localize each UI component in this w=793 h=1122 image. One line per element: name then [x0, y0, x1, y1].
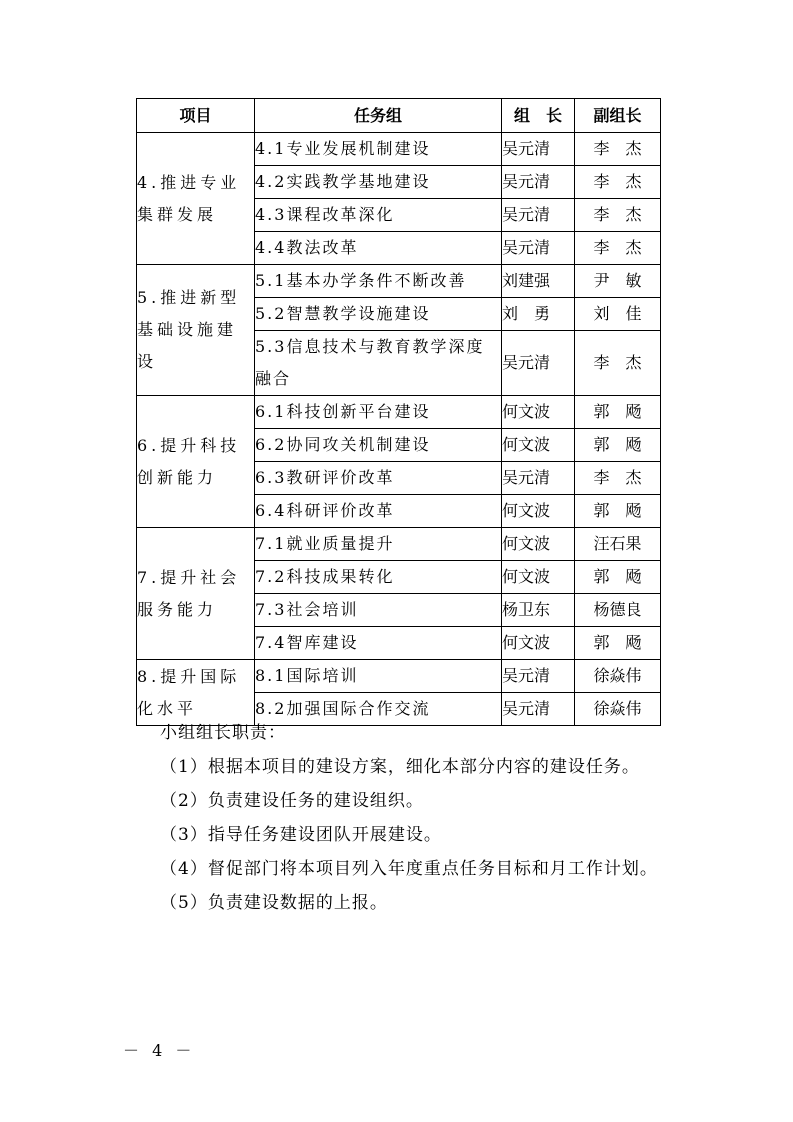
- header-deputy: 副组长: [575, 99, 661, 133]
- table-header-row: [137, 99, 661, 133]
- deputy-cell: 杨德良: [575, 594, 661, 627]
- task-cell: 5.3信息技术与教育教学深度融合: [255, 331, 502, 396]
- leader-cell: 吴元清: [502, 133, 575, 166]
- header-task-group: 任务组: [255, 99, 502, 133]
- deputy-cell: 尹 敏: [575, 265, 661, 298]
- table-row: [137, 133, 661, 166]
- deputy-cell: 李 杰: [575, 199, 661, 232]
- deputy-cell: 郭 飏: [575, 627, 661, 660]
- task-cell: 4.1专业发展机制建设: [255, 133, 502, 166]
- leader-cell: 刘 勇: [502, 298, 575, 331]
- task-cell: 6.2协同攻关机制建设: [255, 429, 502, 462]
- deputy-cell: 李 杰: [575, 462, 661, 495]
- task-cell: 4.2实践教学基地建设: [255, 166, 502, 199]
- task-cell: 7.3社会培训: [255, 594, 502, 627]
- project-cell: 4.推进专业集群发展: [137, 133, 255, 265]
- leader-cell: 何文波: [502, 627, 575, 660]
- leader-cell: 吴元清: [502, 693, 575, 726]
- task-cell: 7.2科技成果转化: [255, 561, 502, 594]
- leader-cell: 何文波: [502, 396, 575, 429]
- leader-cell: 吴元清: [502, 660, 575, 693]
- task-cell: 4.4教法改革: [255, 232, 502, 265]
- leader-cell: 何文波: [502, 561, 575, 594]
- project-cell: 7.提升社会服务能力: [137, 528, 255, 660]
- task-cell: 8.1国际培训: [255, 660, 502, 693]
- table-row: [137, 265, 661, 298]
- leader-cell: 吴元清: [502, 232, 575, 265]
- leader-duties: [123, 716, 683, 920]
- project-cell: 6.提升科技创新能力: [137, 396, 255, 528]
- table-body: [137, 133, 661, 726]
- deputy-cell: 徐焱伟: [575, 693, 661, 726]
- task-cell: 7.1就业质量提升: [255, 528, 502, 561]
- leader-cell: 何文波: [502, 495, 575, 528]
- task-cell: 4.3课程改革深化: [255, 199, 502, 232]
- deputy-cell: 刘 佳: [575, 298, 661, 331]
- deputy-cell: 郭 飏: [575, 495, 661, 528]
- task-cell: 6.4科研评价改革: [255, 495, 502, 528]
- leader-cell: 吴元清: [502, 199, 575, 232]
- task-cell: 6.1科技创新平台建设: [255, 396, 502, 429]
- deputy-cell: 汪石果: [575, 528, 661, 561]
- page-number: － 4 －: [123, 1041, 196, 1060]
- duty-item: （4）督促部门将本项目列入年度重点任务目标和月工作计划。: [160, 859, 658, 879]
- deputy-cell: 李 杰: [575, 166, 661, 199]
- leader-cell: 何文波: [502, 429, 575, 462]
- table-row: [137, 396, 661, 429]
- leader-cell: 吴元清: [502, 166, 575, 199]
- task-cell: 7.4智库建设: [255, 627, 502, 660]
- duty-item: （5）负责建设数据的上报。: [160, 893, 388, 913]
- header-leader: 组 长: [502, 99, 575, 133]
- project-cell: 5.推进新型基础设施建设: [137, 265, 255, 396]
- table-row: [137, 660, 661, 693]
- leader-cell: 刘建强: [502, 265, 575, 298]
- task-group-table: [136, 98, 661, 726]
- task-cell: 6.3教研评价改革: [255, 462, 502, 495]
- task-cell: 8.2加强国际合作交流: [255, 693, 502, 726]
- task-cell: 5.1基本办学条件不断改善: [255, 265, 502, 298]
- duties-heading: 小组组长职责：: [160, 723, 286, 743]
- table-row: [137, 528, 661, 561]
- deputy-cell: 郭 飏: [575, 396, 661, 429]
- header-project: 项目: [137, 99, 255, 133]
- project-cell: 8.提升国际化水平: [137, 660, 255, 726]
- deputy-cell: 徐焱伟: [575, 660, 661, 693]
- leader-cell: 吴元清: [502, 462, 575, 495]
- duty-item: （3）指导任务建设团队开展建设。: [160, 825, 442, 845]
- leader-cell: 杨卫东: [502, 594, 575, 627]
- deputy-cell: 李 杰: [575, 232, 661, 265]
- duty-item: （1）根据本项目的建设方案，细化本部分内容的建设任务。: [160, 757, 640, 777]
- leader-cell: 何文波: [502, 528, 575, 561]
- deputy-cell: 李 杰: [575, 133, 661, 166]
- duty-item: （2）负责建设任务的建设组织。: [160, 791, 424, 811]
- deputy-cell: 郭 飏: [575, 429, 661, 462]
- deputy-cell: 李 杰: [575, 331, 661, 396]
- task-cell: 5.2智慧教学设施建设: [255, 298, 502, 331]
- leader-cell: 吴元清: [502, 331, 575, 396]
- deputy-cell: 郭 飏: [575, 561, 661, 594]
